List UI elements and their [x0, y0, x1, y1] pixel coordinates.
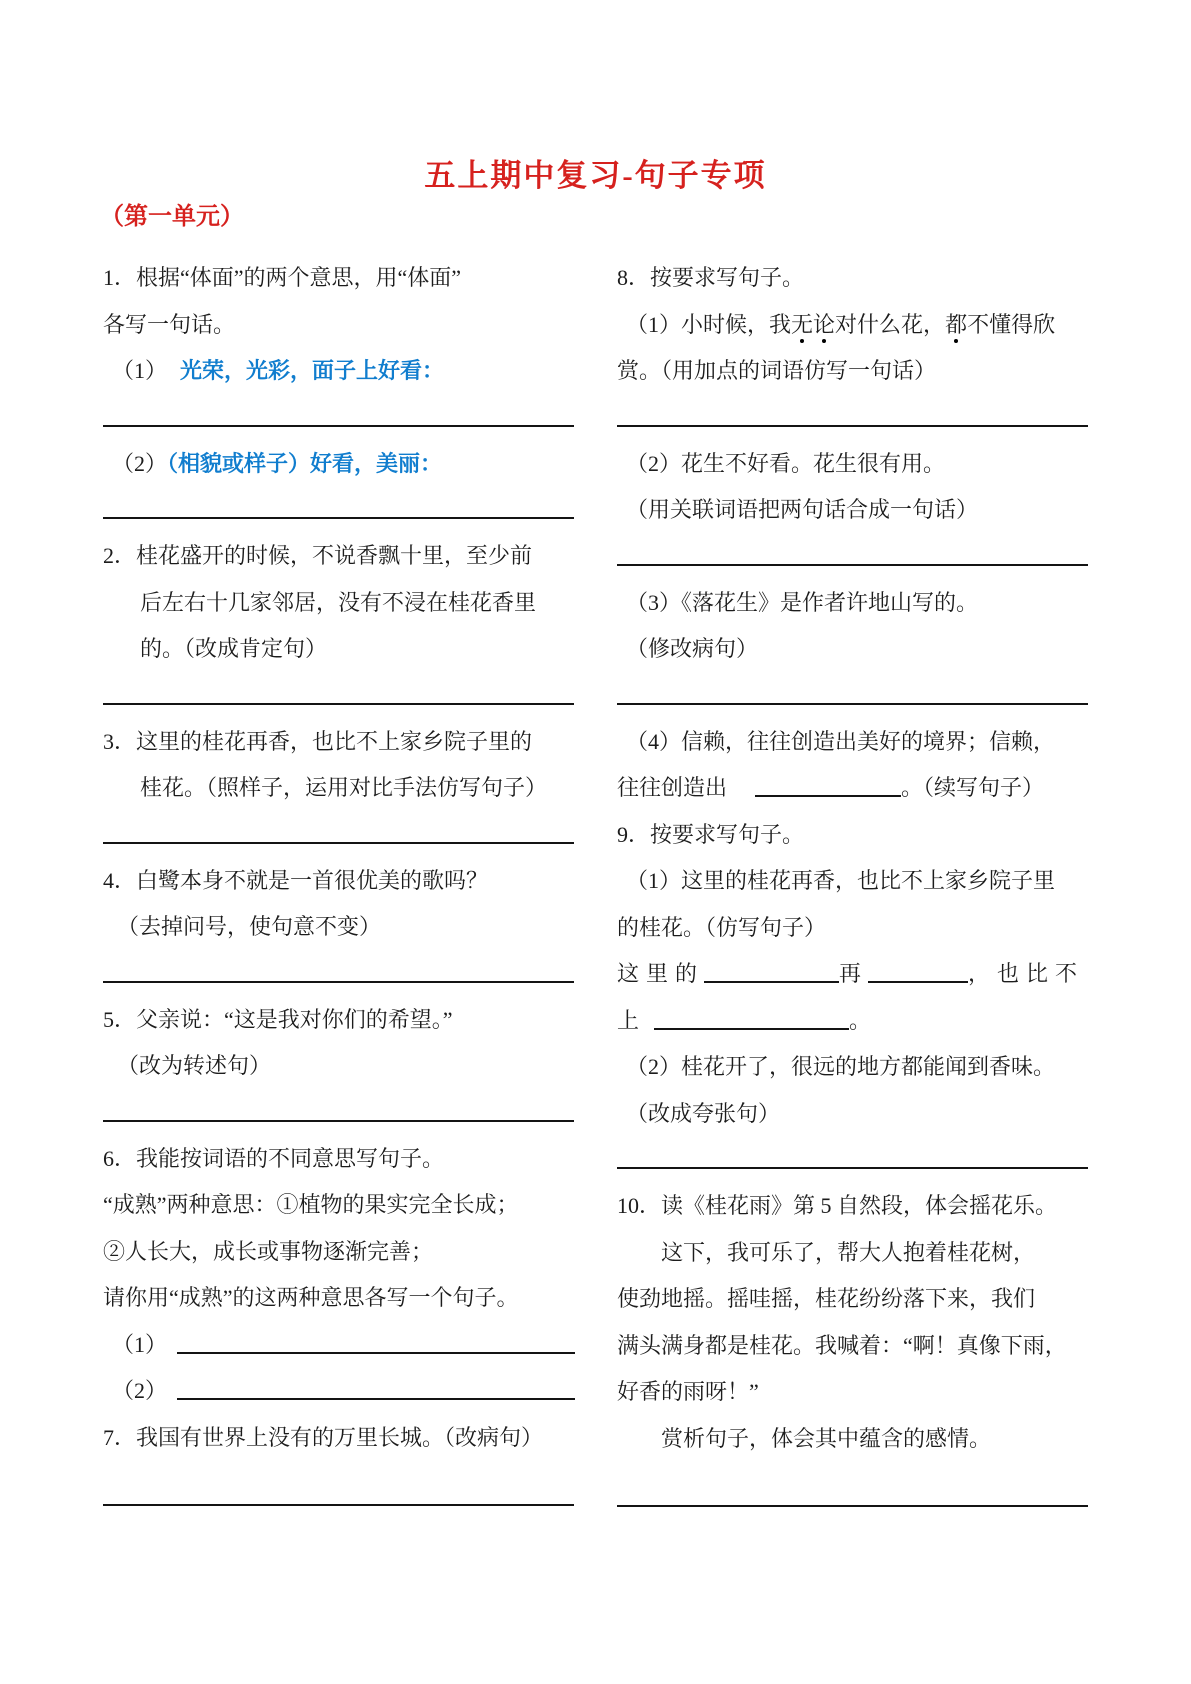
q9-fill1-a: 这里的 — [617, 961, 705, 986]
fill-blank — [868, 981, 968, 983]
left-column — [103, 255, 574, 1521]
q3-line2: 桂花。（照样子，运用对比手法仿写句子） — [140, 775, 548, 800]
page-title: 五上期中复习-句子专项 — [424, 158, 767, 193]
q8-item1-emphasized-char: 论 — [813, 311, 836, 337]
q3-line1: 3．这里的桂花再香，也比不上家乡院子里的 — [103, 728, 533, 754]
q8-item1-line1 — [617, 302, 1088, 349]
q8-item4-pre: 往往创造出 — [617, 775, 728, 800]
q4-line2: （去掉问号，使句意不变） — [117, 914, 382, 939]
q9-item1-line2: 的桂花。（仿写句子） — [617, 914, 827, 940]
q8-item1-mid: 对什么花， — [835, 311, 946, 337]
answer-line — [617, 703, 1088, 705]
q10-passage-line1: 这下，我可乐了，帮大人抱着桂花树， — [661, 1239, 1036, 1265]
answer-line — [617, 564, 1088, 566]
q8-item1-pre: （1）小时候，我 — [626, 311, 792, 337]
q10-passage-line3: 满头满身都是桂花。我喊着：“啊！真像下雨， — [617, 1332, 1067, 1358]
answer-line — [103, 703, 574, 705]
q9-fill-line2 — [617, 998, 1088, 1045]
q6-line2: “成熟”两种意思：①植物的果实完全长成； — [103, 1192, 519, 1217]
q8-item4-line1: （4）信赖，往往创造出美好的境界；信赖， — [626, 728, 1056, 754]
right-column — [617, 255, 1088, 1521]
q9-fill2-b: 。 — [849, 1007, 879, 1033]
q9-item2-line2: （改成夸张句） — [626, 1100, 781, 1126]
q5-line1: 5．父亲说：“这是我对你们的希望。” — [103, 1006, 453, 1032]
q10-note: 赏析句子，体会其中蕴含的感情。 — [661, 1425, 992, 1451]
q6-blank2 — [103, 1368, 574, 1415]
section-heading: （第一单元） — [100, 204, 244, 230]
q1-item1 — [103, 348, 574, 395]
q2-line1: 2．桂花盛开的时候，不说香飘十里，至少前 — [103, 543, 533, 568]
q1-line2: 各写一句话。 — [103, 311, 236, 337]
q6-blank2-label: （2） — [112, 1378, 168, 1403]
q8-item3-line1: （3）《落花生》是作者许地山写的。 — [626, 589, 979, 615]
q8-item3-line2: （修改病句） — [626, 636, 759, 661]
answer-line — [103, 425, 574, 427]
q8-item1-tail: 不懂得欣 — [967, 311, 1056, 337]
q9-line1: 9．按要求写句子。 — [617, 821, 805, 847]
q5-line2: （改为转述句） — [117, 1053, 272, 1078]
answer-line — [617, 1167, 1088, 1169]
q6-blank1 — [103, 1322, 574, 1369]
q8-line1: 8．按要求写句子。 — [617, 265, 805, 290]
fill-blank — [177, 1398, 575, 1400]
fill-blank — [755, 795, 901, 797]
worksheet-columns — [103, 255, 1088, 1521]
q9-fill1-b: 再 — [839, 961, 869, 986]
q8-item1-emphasized-char: 都 — [945, 311, 968, 337]
q9-fill1-c: ，也比不 — [968, 961, 1085, 986]
q1-item1-meaning: 光荣，光彩，面子上好看： — [180, 358, 445, 383]
q2-line2: 后左右十几家邻居，没有不浸在桂花香里 — [140, 589, 537, 615]
fill-blank — [704, 981, 839, 983]
q10-passage-line4: 好香的雨呀！” — [617, 1379, 759, 1404]
q9-item1-line1: （1）这里的桂花再香，也比不上家乡院子里 — [626, 868, 1056, 893]
answer-line — [103, 842, 574, 844]
fill-blank — [654, 1028, 849, 1030]
q6-line1: 6．我能按词语的不同意思写句子。 — [103, 1145, 445, 1171]
q8-item1-line2: 赏。（用加点的词语仿写一句话） — [617, 358, 937, 383]
answer-line — [103, 1120, 574, 1122]
answer-line — [103, 1504, 574, 1506]
q8-item2-line2: （用关联词语把两句话合成一句话） — [626, 497, 979, 522]
q6-blank1-label: （1） — [112, 1331, 168, 1357]
q10-line1: 10．读《桂花雨》第 5 自然段，体会摇花乐。 — [617, 1193, 1058, 1218]
fill-blank — [177, 1352, 575, 1354]
q6-line3: ②人长大，成长或事物逐渐完善； — [103, 1238, 434, 1264]
q8-item2-line1: （2）花生不好看。花生很有用。 — [626, 450, 946, 476]
answer-line — [617, 425, 1088, 427]
answer-line — [103, 517, 574, 519]
answer-line — [103, 981, 574, 983]
answer-line — [617, 1505, 1088, 1507]
q8-item4-line2 — [617, 765, 1088, 812]
q6-line4: 请你用“成熟”的这两种意思各写一个句子。 — [103, 1285, 519, 1310]
q7-line1: 7．我国有世界上没有的万里长城。（改病句） — [103, 1424, 544, 1450]
q10-passage-line2: 使劲地摇。摇哇摇，桂花纷纷落下来，我们 — [617, 1286, 1036, 1311]
q9-fill-line1 — [617, 951, 1088, 998]
q1-item1-label: （1） — [112, 358, 168, 383]
q2-line3: 的。（改成肯定句） — [140, 636, 328, 661]
q1-item2-label: （2） — [112, 450, 168, 476]
q1-item2 — [103, 441, 574, 488]
q9-item2-line1: （2）桂花开了，很远的地方都能闻到香味。 — [626, 1054, 1056, 1079]
q4-line1: 4．白鹭本身不就是一首很优美的歌吗？ — [103, 867, 489, 893]
q1-line1: 1．根据“体面”的两个意思，用“体面” — [103, 265, 462, 290]
q8-item1-emphasized-char: 无 — [791, 311, 814, 337]
q8-item4-post: 。（续写句子） — [901, 775, 1045, 800]
q1-item2-meaning: （相貌或样子）好看，美丽： — [167, 450, 443, 476]
q9-fill2-a: 上 — [617, 1007, 647, 1033]
